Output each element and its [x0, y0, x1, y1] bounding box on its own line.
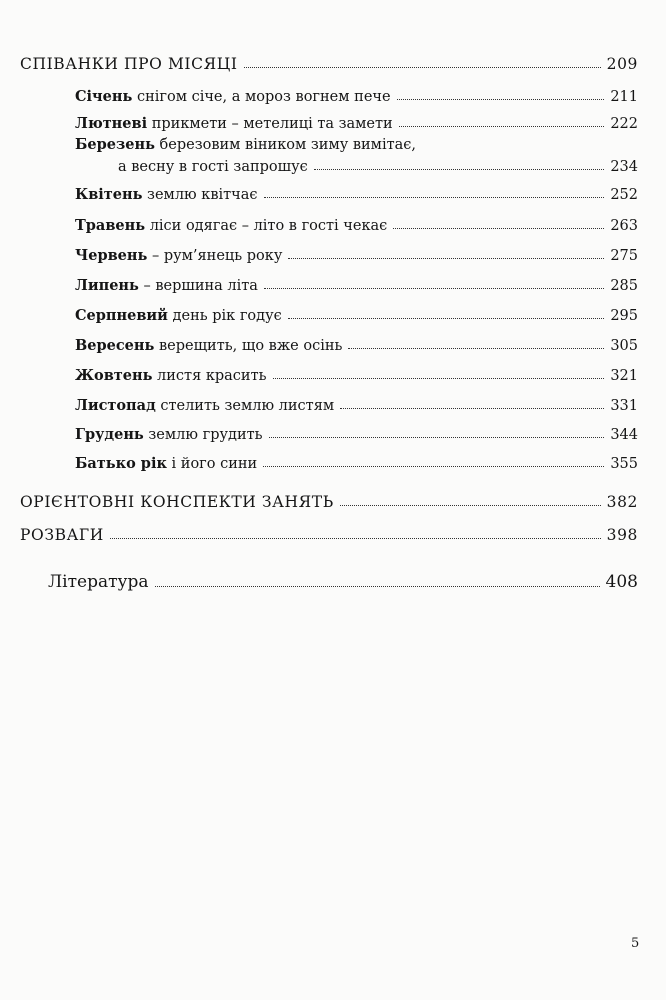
entry-subtitle: снігом січе, а мороз вогнем пече — [132, 89, 391, 105]
month-name: Січень — [75, 88, 133, 105]
toc-entry-month[interactable] — [75, 186, 638, 203]
page-number: 5 — [631, 936, 640, 951]
toc-entry-month[interactable] — [75, 88, 638, 105]
month-name: Вересень — [75, 337, 155, 354]
toc-entry-month[interactable] — [75, 115, 638, 132]
toc-page-number: 305 — [610, 338, 638, 354]
dot-leader — [110, 538, 601, 539]
month-name: Березень — [75, 136, 155, 153]
dot-leader — [340, 408, 604, 409]
toc-page-number: 398 — [606, 526, 638, 544]
toc-entry-month[interactable] — [75, 217, 638, 234]
entry-subtitle: – вершина літа — [138, 278, 258, 294]
toc-entry-month[interactable] — [75, 455, 638, 472]
dot-leader — [288, 258, 604, 259]
entry-subtitle: прикмети – метелиці та замети — [147, 116, 393, 132]
dot-leader — [269, 437, 605, 438]
toc-entry-month[interactable] — [75, 247, 638, 264]
entry-subtitle: день рік годує — [167, 308, 282, 324]
entry-subtitle: верещить, що вже осінь — [154, 338, 343, 354]
toc-page-number: 355 — [610, 456, 638, 472]
toc-page-number: 234 — [610, 159, 638, 175]
dot-leader — [348, 348, 604, 349]
month-name: Липень — [75, 277, 139, 294]
toc-page-number: 252 — [610, 187, 638, 203]
toc-page-number: 408 — [605, 572, 638, 592]
month-name: Лютневі — [75, 115, 148, 132]
toc-section-title: ОРІЄНТОВНІ КОНСПЕКТИ ЗАНЯТЬ — [20, 493, 334, 511]
toc-entry-month[interactable] — [75, 426, 638, 443]
toc-section-title: Література — [48, 572, 149, 592]
entry-subtitle: і його сини — [166, 456, 258, 472]
toc-page-number: 331 — [610, 398, 638, 414]
entry-subtitle: землю квітчає — [142, 187, 258, 203]
dot-leader — [244, 67, 601, 68]
toc-page-number: 222 — [610, 116, 638, 132]
month-name: Червень — [75, 247, 148, 264]
toc-section-title: РОЗВАГИ — [20, 526, 104, 544]
toc-entry-month[interactable] — [75, 337, 638, 354]
toc-page-number: 295 — [610, 308, 638, 324]
toc-entry-month[interactable] — [75, 307, 638, 324]
dot-leader — [393, 228, 604, 229]
entry-subtitle: березовим віником зиму вимітає, — [154, 137, 416, 153]
toc-section-songs[interactable] — [20, 55, 638, 73]
month-name: Батько рік — [75, 455, 167, 472]
month-name: Листопад — [75, 397, 156, 414]
dot-leader — [264, 288, 604, 289]
dot-leader — [273, 378, 605, 379]
toc-section-literature[interactable] — [48, 572, 638, 592]
toc-page-number: 211 — [610, 89, 638, 105]
entry-subtitle: листя красить — [152, 368, 267, 384]
toc-page-number: 209 — [606, 55, 638, 73]
month-name: Квітень — [75, 186, 143, 203]
toc-section-title: СПІВАНКИ ПРО МІСЯЦІ — [20, 55, 238, 73]
dot-leader — [288, 318, 605, 319]
toc-entry-month[interactable] — [75, 277, 638, 294]
dot-leader — [340, 505, 601, 506]
dot-leader — [314, 169, 605, 170]
month-name: Серпневий — [75, 307, 168, 324]
entry-subtitle: – рум’янець року — [147, 248, 283, 264]
toc-page-number: 263 — [610, 218, 638, 234]
toc-entry-month[interactable] — [75, 397, 638, 414]
toc-page-number: 344 — [610, 427, 638, 443]
toc-section-entertainment[interactable] — [20, 526, 638, 544]
month-name: Жовтень — [75, 367, 153, 384]
toc-page-number: 285 — [610, 278, 638, 294]
entry-subtitle: землю грудить — [143, 427, 263, 443]
toc-page-number: 275 — [610, 248, 638, 264]
toc-section-lesson-plans[interactable] — [20, 493, 638, 511]
toc-page-number: 382 — [606, 493, 638, 511]
dot-leader — [155, 586, 600, 587]
dot-leader — [397, 99, 605, 100]
dot-leader — [264, 197, 605, 198]
month-name: Грудень — [75, 426, 144, 443]
toc-page-number: 321 — [610, 368, 638, 384]
entry-subtitle-continuation: а весну в гості запрошує — [118, 159, 308, 175]
dot-leader — [263, 466, 604, 467]
toc-entry-month-first-line[interactable] — [75, 136, 416, 153]
dot-leader — [399, 126, 605, 127]
entry-subtitle: ліси одягає – літо в гості чекає — [145, 218, 388, 234]
toc-entry-month-continuation[interactable] — [118, 159, 638, 175]
entry-subtitle: стелить землю листям — [155, 398, 335, 414]
toc-entry-month[interactable] — [75, 367, 638, 384]
month-name: Травень — [75, 217, 146, 234]
